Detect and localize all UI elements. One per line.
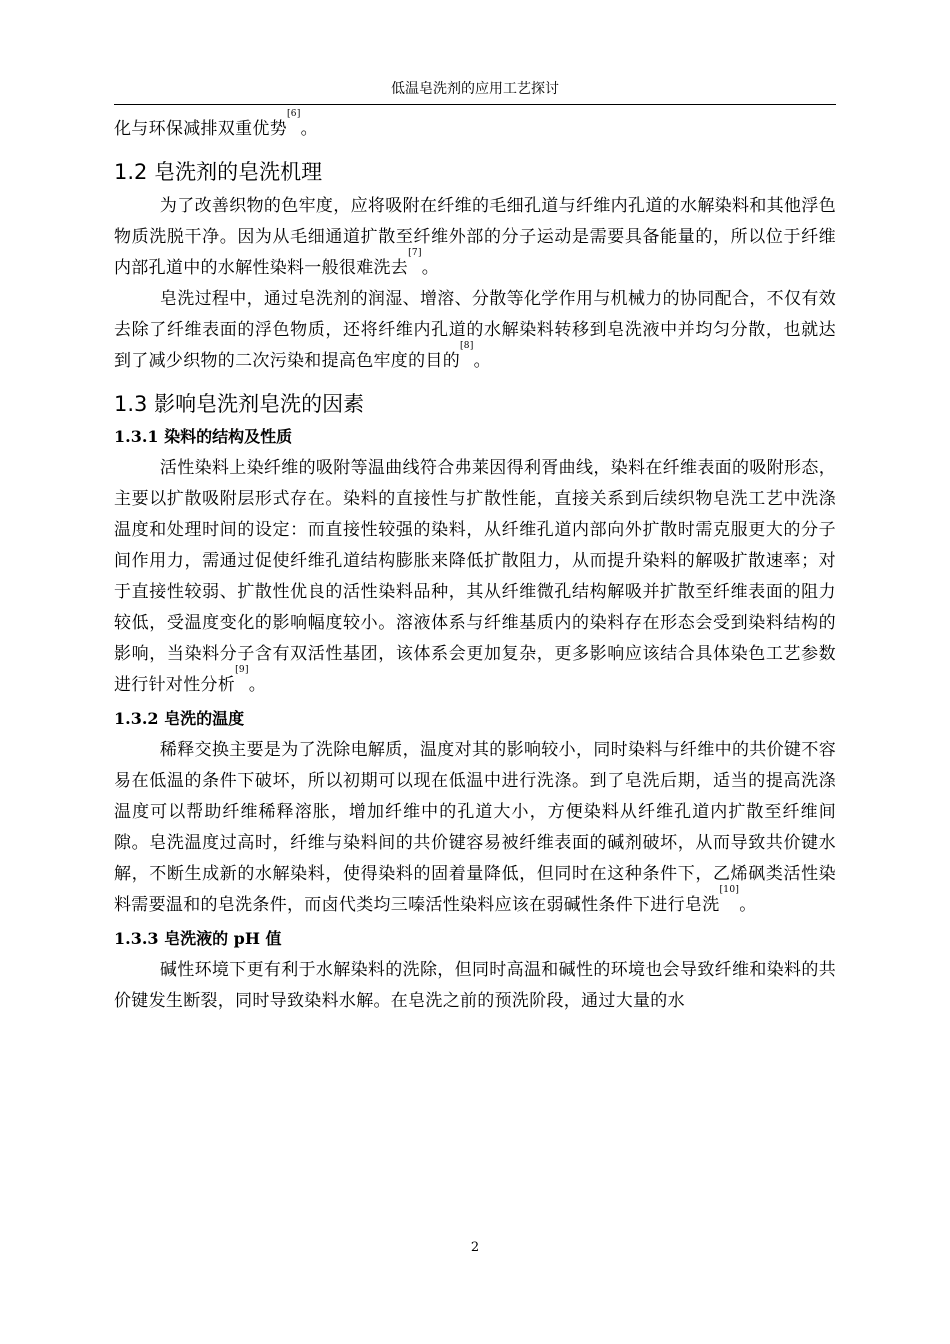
citation-ref: [6] — [287, 109, 301, 119]
citation-ref: [8] — [460, 341, 474, 351]
paragraph: 稀释交换主要是为了洗除电解质，温度对其的影响较小，同时染料与纤维中的共价键不容易在低温的条件下破坏，所以初期可以现在低温中进行洗涤。到了皂洗后期，适当的提高洗涤温度可以帮助纤维稀释溶胀，增加纤维中的孔道大小，方便染料从纤维孔道内扩散至纤维间隙。皂洗温度过高时，纤维与染料间的共价键容易被纤维表面的碱剂破坏，从而导致共价键水解，不断生成新的水解染料，使得染料的固着量降低，但同时在这种条件下，乙烯砜类活性染料需要温和的皂洗条件，而卤代类均三嗪活性染料应该在弱碱性条件下进行皂洗[10]。 — [114, 740, 836, 915]
paragraph: 碱性环境下更有利于水解染料的洗除，但同时高温和碱性的环境也会导致纤维和染料的共价键发生断裂，同时导致染料水解。在皂洗之前的预洗阶段，通过大量的水 — [114, 960, 836, 1011]
header-rule — [114, 104, 836, 105]
subsection-heading-1-3-2: 1.3.2 皂洗的温度 — [114, 709, 245, 728]
section-heading-1-3: 1.3 影响皂洗剂皂洗的因素 — [114, 392, 365, 416]
subsection-heading-1-3-1: 1.3.1 染料的结构及性质 — [114, 427, 293, 446]
citation-ref: [7] — [408, 248, 422, 258]
paragraph: 皂洗过程中，通过皂洗剂的润湿、增溶、分散等化学作用与机械力的协同配合，不仅有效去除了纤维表面的浮色物质，还将纤维内孔道的水解染料转移到皂洗液中并均匀分散，也就达到了减少织物的二次污染和提高色牢度的目的[8]。 — [114, 289, 836, 371]
running-header-title: 低温皂洗剂的应用工艺探讨 — [391, 81, 559, 97]
section-heading-1-2: 1.2 皂洗剂的皂洗机理 — [114, 160, 323, 184]
continuation-paragraph: 化与环保减排双重优势[6]。 — [114, 109, 318, 139]
paragraph: 为了改善织物的色牢度，应将吸附在纤维的毛细孔道与纤维内孔道的水解染料和其他浮色物质洗脱干净。因为从毛细通道扩散至纤维外部的分子运动是需要具备能量的，所以位于纤维内部孔道中的水解性染料一般很难洗去[7]。 — [114, 196, 836, 278]
citation-ref: [10] — [719, 885, 740, 895]
citation-ref: [9] — [235, 665, 249, 675]
paragraph: 活性染料上染纤维的吸附等温曲线符合弗莱因得利胥曲线，染料在纤维表面的吸附形态，主要以扩散吸附层形式存在。染料的直接性与扩散性能，直接关系到后续织物皂洗工艺中洗涤温度和处理时间的设定：而直接性较强的染料，从纤维孔道内部向外扩散时需克服更大的分子间作用力，需通过促使纤维孔道结构膨胀来降低扩散阻力，从而提升染料的解吸扩散速率；对于直接性较弱、扩散性优良的活性染料品种，其从纤维微孔结构解吸并扩散至纤维表面的阻力较低，受温度变化的影响幅度较小。溶液体系与纤维基质内的染料存在形态会受到染料结构的影响，当染料分子含有双活性基团，该体系会更加复杂，更多影响应该结合具体染色工艺参数进行针对性分析[9]。 — [114, 458, 836, 695]
subsection-heading-1-3-3: 1.3.3 皂洗液的 pH 值 — [114, 929, 282, 948]
page-number: 2 — [470, 1240, 480, 1255]
body-content — [114, 109, 836, 1017]
